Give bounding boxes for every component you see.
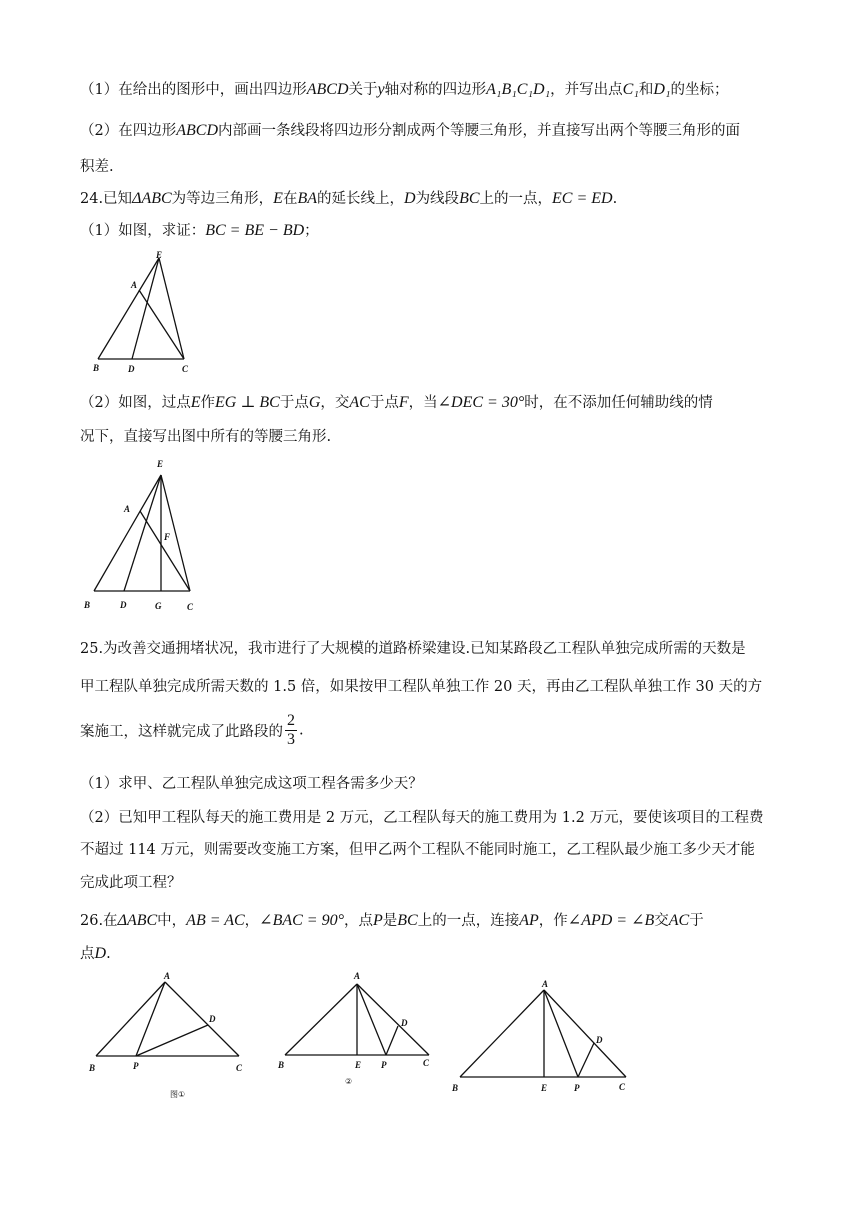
q25-part2-2: 不超过 114 万元，则需要改变施工方案，但甲乙两个工程队不能同时施工，乙工程队最少施工多少天才能 bbox=[80, 842, 755, 858]
q26-stem-cont: 点D. bbox=[80, 945, 111, 962]
label-G: G bbox=[155, 601, 162, 611]
label-D: D bbox=[128, 364, 135, 374]
label-D: D bbox=[209, 1014, 216, 1024]
segment-PD bbox=[578, 1043, 594, 1077]
label-B: B bbox=[93, 363, 100, 373]
segment-AP bbox=[544, 990, 578, 1077]
label-D: D bbox=[596, 1035, 603, 1045]
segment-AC bbox=[140, 511, 190, 591]
label-B: B bbox=[452, 1083, 459, 1093]
label-P: P bbox=[574, 1083, 580, 1093]
q23-part1: （1）在给出的图形中，画出四边形ABCD关于y轴对称的四边形A₁B₁C₁D₁，并写出点C₁和D₁的坐标； bbox=[80, 81, 729, 98]
segment-AP bbox=[357, 984, 386, 1055]
fraction-two-thirds: $\frac{2}{3}$ bbox=[287, 712, 295, 748]
segment-AB bbox=[460, 990, 544, 1077]
label-C: C bbox=[619, 1082, 626, 1092]
label-P: P bbox=[381, 1060, 387, 1070]
q25-stem-3: 案施工，这样就完成了此路段的 $\frac{2}{3}$ . bbox=[80, 712, 304, 748]
figure-26-1 bbox=[84, 970, 259, 1100]
caption-figure-2: ② bbox=[345, 1077, 353, 1086]
label-D: D bbox=[401, 1018, 408, 1028]
label-C: C bbox=[236, 1063, 243, 1073]
label-E: E bbox=[156, 250, 163, 260]
q24-stem: 24.已知ΔABC为等边三角形，E在BA的延长线上，D为线段BC上的一点，EC = ED. bbox=[80, 190, 618, 207]
label-A: A bbox=[131, 280, 138, 290]
segment-EC bbox=[159, 258, 184, 359]
q23-part2-cont: 积差. bbox=[80, 159, 114, 175]
segment-AB bbox=[96, 982, 165, 1056]
label-B: B bbox=[278, 1060, 285, 1070]
segment-ED bbox=[124, 475, 161, 591]
q26-stem: 26.在ΔABC中，AB = AC，∠BAC = 90°，点P是BC上的一点，连接AP，作∠APD = ∠B交AC于 bbox=[80, 912, 704, 929]
q25-part1: （1）求甲、乙工程队单独完成这项工程各需多少天？ bbox=[80, 776, 423, 792]
figure-24-1 bbox=[88, 248, 208, 378]
label-C: C bbox=[423, 1058, 430, 1068]
caption-figure-1: 图① bbox=[170, 1090, 186, 1099]
label-A: A bbox=[164, 971, 171, 981]
label-D: D bbox=[120, 600, 127, 610]
label-E: E bbox=[157, 459, 164, 469]
q23-part2: （2）在四边形ABCD内部画一条线段将四边形分割成两个等腰三角形，并直接写出两个等腰三角形的面 bbox=[80, 122, 741, 139]
q25-part2-3: 完成此项工程？ bbox=[80, 875, 182, 891]
segment-BE bbox=[94, 475, 161, 591]
q24-part2: （2）如图，过点E作EG ⊥ BC于点G，交AC于点F，当∠DEC = 30°时，在不添加任何辅助线的情 bbox=[80, 394, 713, 411]
q25-stem-2: 甲工程队单独完成所需天数的 1.5 倍，如果按甲工程队单独工作 20 天，再由乙工程队单独工作 30 天的方 bbox=[80, 679, 763, 695]
segment-AC bbox=[165, 982, 239, 1056]
label-E: E bbox=[541, 1083, 548, 1093]
segment-AC bbox=[357, 984, 429, 1055]
q24-part2-cont: 况下，直接写出图中所有的等腰三角形. bbox=[80, 429, 332, 445]
q24-part1: （1）如图，求证：BC = BE − BD； bbox=[80, 222, 319, 239]
label-A: A bbox=[354, 971, 361, 981]
figure-26-2 bbox=[275, 968, 445, 1088]
segment-AB bbox=[285, 984, 357, 1055]
label-A: A bbox=[124, 504, 131, 514]
label-F: F bbox=[164, 532, 171, 542]
figure-26-3 bbox=[446, 975, 636, 1100]
segment-ED bbox=[132, 258, 159, 359]
label-E: E bbox=[355, 1060, 362, 1070]
figure-24-2 bbox=[80, 455, 210, 615]
segment-AC bbox=[139, 290, 184, 359]
label-B: B bbox=[84, 600, 91, 610]
segment-BE bbox=[98, 258, 159, 359]
label-C: C bbox=[187, 602, 194, 612]
label-P: P bbox=[133, 1061, 139, 1071]
label-C: C bbox=[182, 364, 189, 374]
segment-AC bbox=[544, 990, 626, 1077]
q25-part2-1: （2）已知甲工程队每天的施工费用是 2 万元，乙工程队每天的施工费用为 1.2 万元，要使该项目的工程费 bbox=[80, 810, 764, 826]
label-B: B bbox=[89, 1063, 96, 1073]
segment-PD bbox=[386, 1026, 398, 1055]
label-A: A bbox=[542, 979, 549, 989]
q25-stem-1: 25.为改善交通拥堵状况，我市进行了大规模的道路桥梁建设.已知某路段乙工程队单独完成所需的天数是 bbox=[80, 641, 746, 657]
